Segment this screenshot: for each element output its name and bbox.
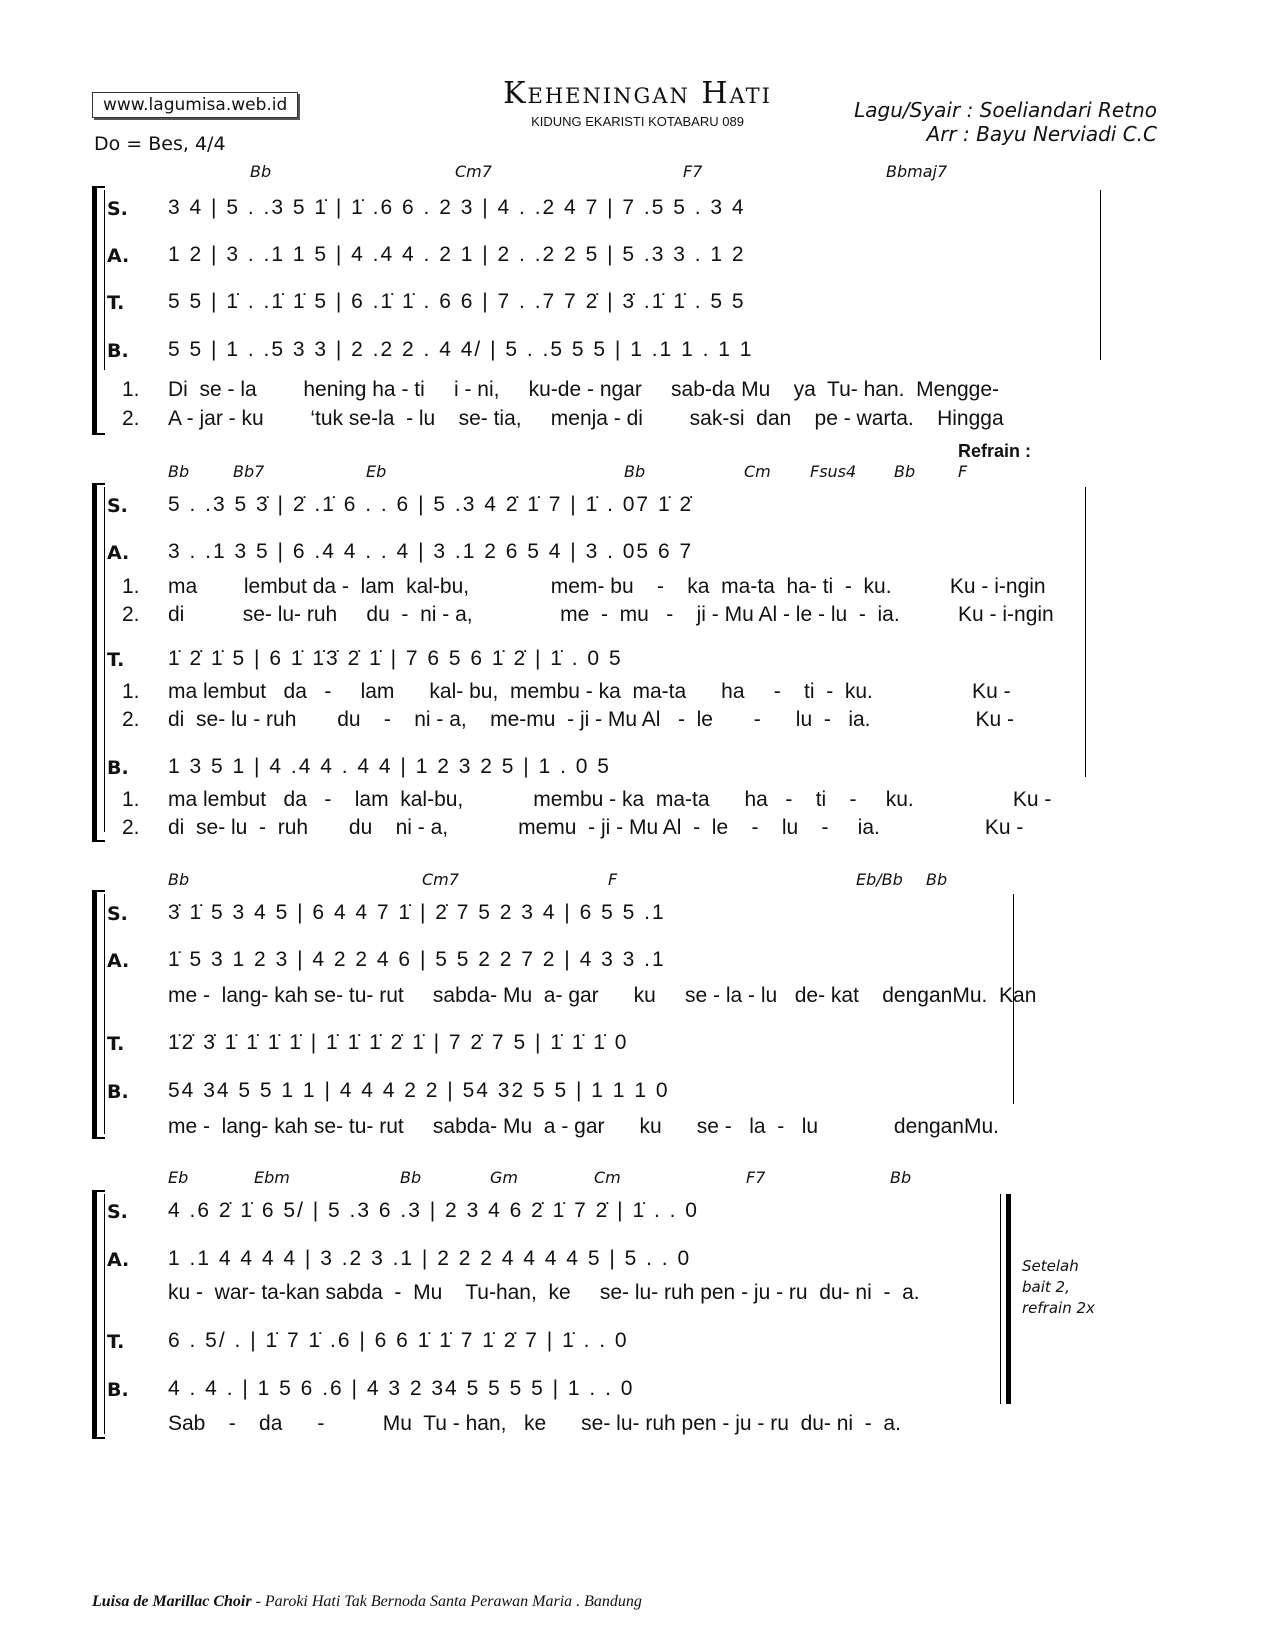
chord-symbol: Eb <box>366 462 387 481</box>
verse-number: 1. <box>122 680 140 703</box>
song-title: Keheningan Hati <box>503 76 772 111</box>
lyrics-tenor-verse-2: di se- lu - ruh du - ni - a, me-mu - ji - Mu Al - le - lu - ia. Ku - <box>168 708 1015 731</box>
alto-notes: 1̇ 5 3 1 2 3 | 4 2 2 4 6 | 5 5 2 2 7 2 | 4 3 3 .1 <box>168 948 666 971</box>
chord-symbol: Cm <box>594 1168 621 1187</box>
repeat-instruction <box>1022 1256 1095 1319</box>
repeat-instruction-line: Setelah <box>1022 1257 1079 1275</box>
chord-symbol: Gm <box>490 1168 518 1187</box>
chord-symbol: F7 <box>746 1168 766 1187</box>
repeat-instruction-line: bait 2, <box>1022 1278 1070 1296</box>
chord-symbol: Fsus4 <box>810 462 857 481</box>
voice-label-bass: B. <box>107 340 129 362</box>
voice-label-soprano: S. <box>107 198 128 220</box>
repeat-instruction-line: refrain 2x <box>1022 1299 1095 1317</box>
staff-line <box>104 894 105 1134</box>
soprano-notes: 3̇ 1̇ 5 3 4 5 | 6 4 4 7 1̇ | 2̇ 7 5 2 3 4 | 6 5 5 .1 <box>168 901 666 924</box>
chord-symbol: Cm7 <box>422 870 459 889</box>
tenor-notes: 1̇ 2̇ 1̇ 5 | 6 1̇ 1̇3̇ 2̇ 1̇ | 7 6 5 6 1̇ 2̇ | 1̇ . 0 5 <box>168 647 623 670</box>
bass-notes: 4 . 4 . | 1 5 6 .6 | 4 3 2 34 5 5 5 5 | 1 . . 0 <box>168 1377 635 1400</box>
chord-symbol: Bb <box>400 1168 422 1187</box>
voice-label-soprano: S. <box>107 1201 128 1223</box>
voice-label-alto: A. <box>107 1249 130 1271</box>
chord-symbol: Bb <box>890 1168 912 1187</box>
lyrics-sa: ku - war- ta-kan sabda - Mu Tu-han, ke se- lu- ruh pen - ju - ru du- ni - a. <box>168 1281 920 1304</box>
chord-symbol: Bb <box>894 462 916 481</box>
voice-label-tenor: T. <box>107 292 125 314</box>
lyrics-tb: Sab - da - Mu Tu - han, ke se- lu- ruh pen - ju - ru du- ni - a. <box>168 1412 901 1435</box>
lyrics-tb: me - lang- kah se- tu- rut sabda- Mu a - gar ku se - la - lu denganMu. <box>168 1115 999 1138</box>
alto-notes: 1 2 | 3 . .1 1 5 | 4 .4 4 . 2 1 | 2 . .2 2 5 | 5 .3 3 . 1 2 <box>168 243 746 266</box>
website-label: www.lagumisa.web.id <box>92 92 298 118</box>
voice-label-tenor: T. <box>107 649 125 671</box>
chord-symbol: Bb <box>624 462 646 481</box>
barline <box>1013 894 1014 1104</box>
chord-symbol: Eb <box>168 1168 189 1187</box>
chord-symbol: Bbmaj7 <box>886 162 948 181</box>
verse-number: 1. <box>122 788 140 811</box>
chord-symbol: F7 <box>683 162 703 181</box>
verse-number: 2. <box>122 708 140 731</box>
bass-notes: 5 5 | 1 . .5 3 3 | 2 .2 2 . 4 4/ | 5 . .5 5 5 | 1 .1 1 . 1 1 <box>168 338 754 361</box>
chord-symbol: Ebm <box>254 1168 290 1187</box>
chord-symbol: Bb <box>168 870 190 889</box>
verse-number: 1. <box>122 378 140 401</box>
arranger-credit: Arr : Bayu Nerviadi C.C <box>926 122 1157 146</box>
verse-number: 2. <box>122 603 140 626</box>
lyrics-bass-verse-2: di se- lu - ruh du ni - a, memu - ji - Mu Al - le - lu - ia. Ku - <box>168 816 1024 839</box>
tenor-notes: 5 5 | 1̇ . .1̇ 1̇ 5 | 6 .1̇ 1̇ . 6 6 | 7 . .7 7 2̇ | 3̇ .1̇ 1̇ . 5 5 <box>168 290 746 313</box>
chord-symbol: Eb/Bb <box>856 870 903 889</box>
final-barline-thick <box>1006 1194 1011 1404</box>
lyrics-bass-verse-1: ma lembut da - lam kal-bu, membu - ka ma-ta ha - ti - ku. Ku - <box>168 788 1052 811</box>
choir-name: Luisa de Marillac Choir <box>92 1593 252 1610</box>
verse-number: 1. <box>122 575 140 598</box>
bass-notes: 54 34 5 5 1 1 | 4 4 4 2 2 | 54 32 5 5 | 1 1 1 0 <box>168 1079 670 1102</box>
voice-label-soprano: S. <box>107 495 128 517</box>
chord-symbol: Bb7 <box>233 462 265 481</box>
verse-number: 2. <box>122 816 140 839</box>
chord-symbol: Bb <box>250 162 272 181</box>
lyrics-sa-verse-1: ma lembut da - lam kal-bu, mem- bu - ka ma-ta ha- ti - ku. Ku - i-ngin <box>168 575 1046 598</box>
staff-line <box>104 1194 105 1434</box>
soprano-notes: 3 4 | 5 . .3 5 1̇ | 1̇ .6 6 . 2 3 | 4 . .2 4 7 | 7 .5 5 . 3 4 <box>168 196 746 219</box>
staff-line <box>104 190 105 370</box>
lyrics-verse-2: A - jar - ku ‘tuk se-la - lu se- tia, menja - di sak-si dan pe - warta. Hingga <box>168 407 1004 430</box>
lyrics-sa-verse-2: di se- lu- ruh du - ni - a, me - mu - ji - Mu Al - le - lu - ia. Ku - i-ngin <box>168 603 1054 626</box>
lyrics-verse-1: Di se - la hening ha - ti i - ni, ku-de - ngar sab-da Mu ya Tu- han. Mengge- <box>168 378 1000 401</box>
soprano-notes: 5 . .3 5 3̇ | 2̇ .1̇ 6 . . 6 | 5 .3 4 2̇ 1̇ 7 | 1̇ . 07 1̇ 2̇ <box>168 493 694 516</box>
key-signature: Do = Bes, 4/4 <box>94 133 226 155</box>
voice-label-soprano: S. <box>107 903 128 925</box>
final-barline-thin <box>1000 1194 1001 1404</box>
voice-label-tenor: T. <box>107 1331 125 1353</box>
chord-symbol: Cm <box>744 462 771 481</box>
parish-name: - Paroki Hati Tak Bernoda Santa Perawan Maria . Bandung <box>251 1593 642 1610</box>
alto-notes: 1 .1 4 4 4 4 | 3 .2 3 .1 | 2 2 2 4 4 4 4 5 | 5 . . 0 <box>168 1247 692 1270</box>
song-subtitle: KIDUNG EKARISTI KOTABARU 089 <box>531 114 744 129</box>
chord-symbol: F <box>958 462 968 481</box>
composer-credit: Lagu/Syair : Soeliandari Retno <box>854 98 1157 122</box>
chord-symbol: F <box>608 870 618 889</box>
voice-label-tenor: T. <box>107 1033 125 1055</box>
footer <box>92 1593 642 1611</box>
barline <box>1085 487 1086 777</box>
voice-label-bass: B. <box>107 757 129 779</box>
lyrics-sa: me - lang- kah se- tu- rut sabda- Mu a- gar ku se - la - lu de- kat denganMu. Kan <box>168 984 1037 1007</box>
soprano-notes: 4 .6 2̇ 1̇ 6 5/ | 5 .3 6 .3 | 2 3 4 6 2̇ 1̇ 7 2̇ | 1̇ . . 0 <box>168 1199 699 1222</box>
refrain-label: Refrain : <box>958 441 1032 461</box>
lyrics-tenor-verse-1: ma lembut da - lam kal- bu, membu - ka ma-ta ha - ti - ku. Ku - <box>168 680 1011 703</box>
voice-label-bass: B. <box>107 1379 129 1401</box>
verse-number: 2. <box>122 407 140 430</box>
staff-line <box>104 487 105 832</box>
voice-label-bass: B. <box>107 1081 129 1103</box>
voice-label-alto: A. <box>107 542 130 564</box>
voice-label-alto: A. <box>107 245 130 267</box>
alto-notes: 3 . .1 3 5 | 6 .4 4 . . 4 | 3 .1 2 6 5 4 | 3 . 05 6 7 <box>168 540 694 563</box>
chord-symbol: Bb <box>168 462 190 481</box>
bass-notes: 1 3 5 1 | 4 .4 4 . 4 4 | 1 2 3 2 5 | 1 . 0 5 <box>168 755 611 778</box>
tenor-notes: 1̇2̇ 3̇ 1̇ 1̇ 1̇ 1̇ | 1̇ 1̇ 1̇ 2̇ 1̇ | 7 2̇ 7 5 | 1̇ 1̇ 1̇ 0 <box>168 1031 629 1054</box>
tenor-notes: 6 . 5/ . | 1̇ 7 1̇ .6 | 6 6 1̇ 1̇ 7 1̇ 2̇ 7 | 1̇ . . 0 <box>168 1329 629 1352</box>
chord-symbol: Bb <box>926 870 948 889</box>
voice-label-alto: A. <box>107 950 130 972</box>
chord-symbol: Cm7 <box>455 162 492 181</box>
barline <box>1100 190 1101 360</box>
